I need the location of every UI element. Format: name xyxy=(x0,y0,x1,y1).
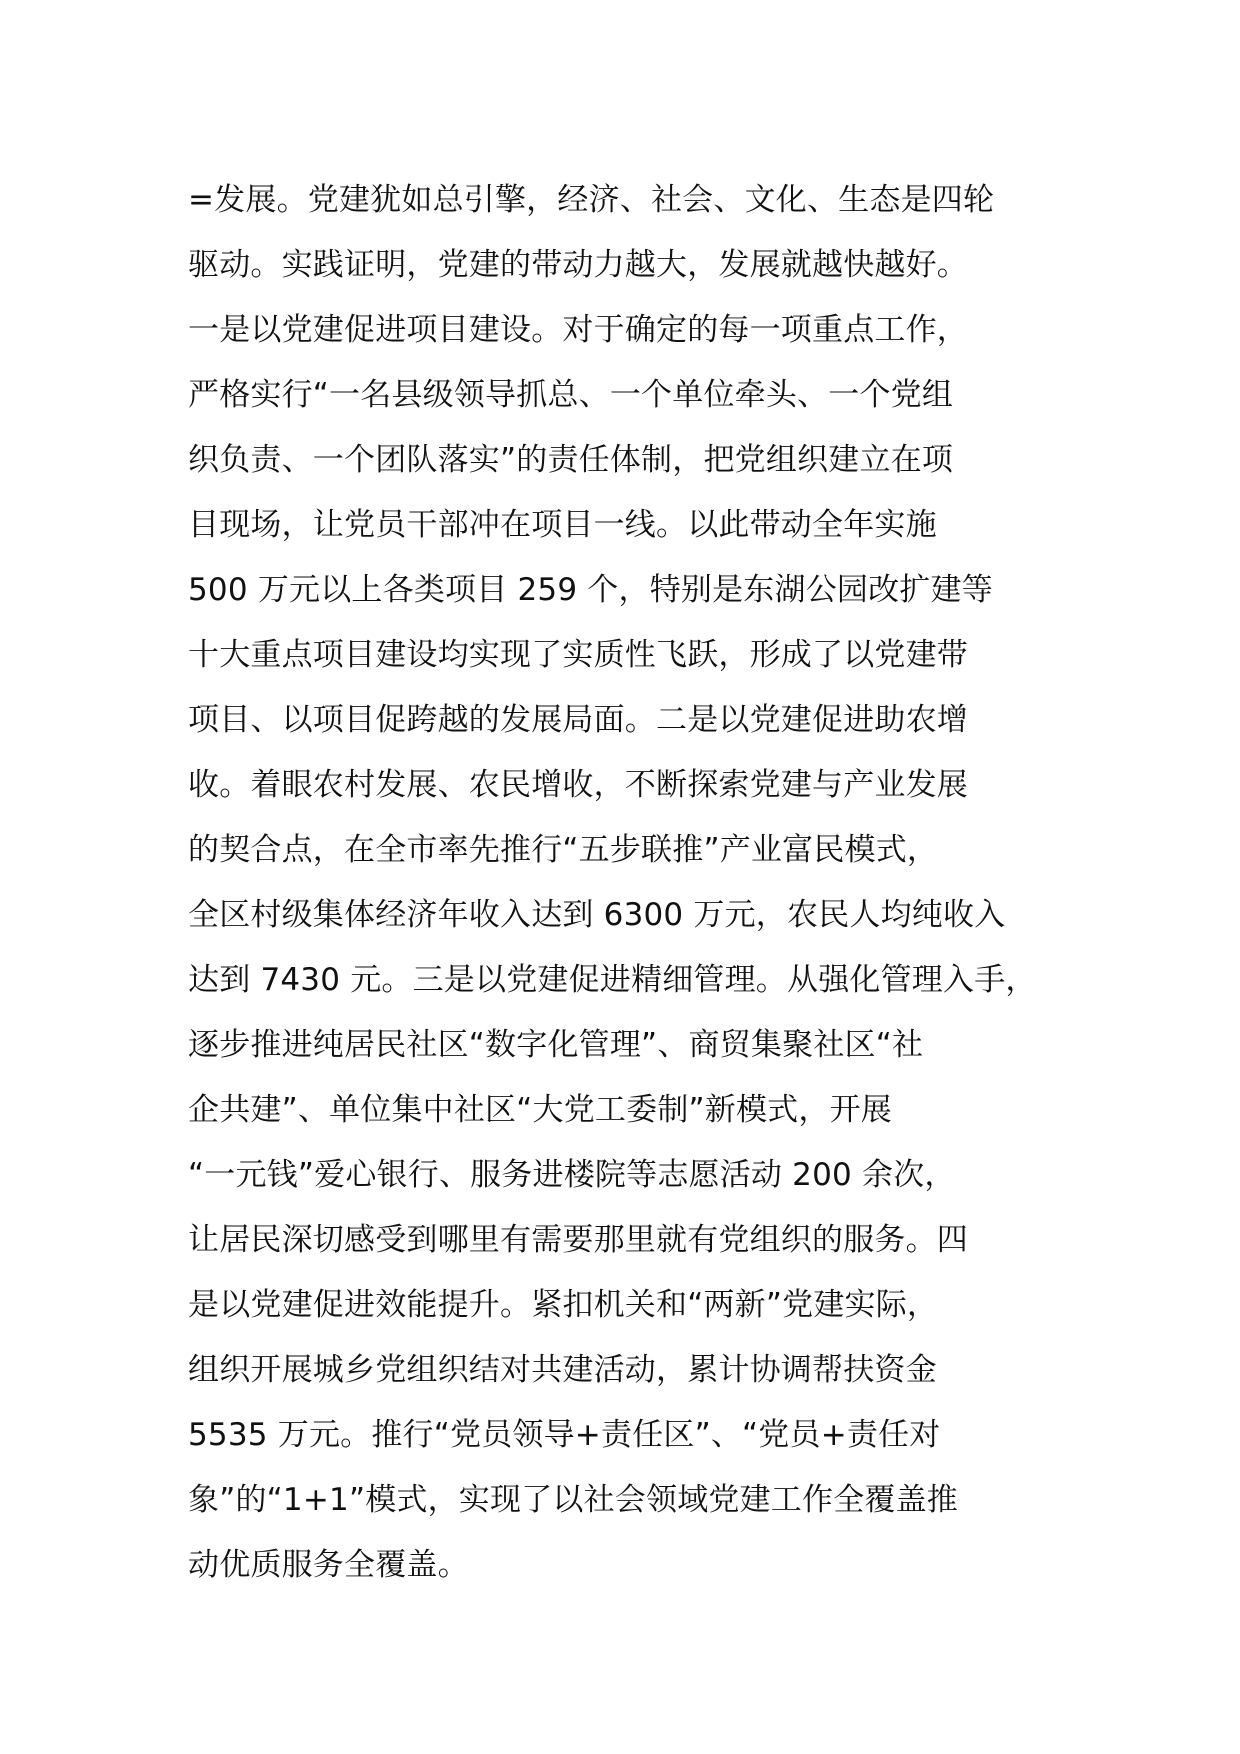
text-line-11: 的契合点，在全市率先推行“五步联推”产业富民模式， xyxy=(188,832,939,868)
text-line-13: 达到 7430 元。三是以党建促进精细管理。从强化管理入手， xyxy=(188,962,1037,998)
text-line-22: 动优质服务全覆盖。 xyxy=(188,1547,469,1583)
text-line-5: 织负责、一个团队落实”的责任体制，把党组织建立在项 xyxy=(188,442,954,478)
text-line-3: 一是以党建促进项目建设。对于确定的每一项重点工作， xyxy=(188,312,968,348)
body-paragraph xyxy=(188,168,1128,1598)
text-line-20: 5535 万元。推行“党员领导+责任区”、“党员+责任对 xyxy=(188,1417,941,1453)
text-line-7: 500 万元以上各类项目 259 个，特别是东湖公园改扩建等 xyxy=(188,572,993,608)
text-line-9: 项目、以项目促跨越的发展局面。二是以党建促进助农增 xyxy=(188,702,968,738)
text-line-6: 目现场，让党员干部冲在项目一线。以此带动全年实施 xyxy=(188,507,937,543)
text-line-18: 是以党建促进效能提升。紧扣机关和“两新”党建实际， xyxy=(188,1287,939,1323)
text-line-16: “一元钱”爱心银行、服务进楼院等志愿活动 200 余次， xyxy=(188,1157,956,1193)
text-line-4: 严格实行“一名县级领导抓总、一个单位牵头、一个党组 xyxy=(188,377,954,413)
text-line-14: 逐步推进纯居民社区“数字化管理”、商贸集聚社区“社 xyxy=(188,1027,924,1063)
text-line-17: 让居民深切感受到哪里有需要那里就有党组织的服务。四 xyxy=(188,1222,968,1258)
text-line-21: 象”的“1+1”模式，实现了以社会领域党建工作全覆盖推 xyxy=(188,1482,958,1518)
text-line-2: 驱动。实践证明，党建的带动力越大，发展就越快越好。 xyxy=(188,247,968,283)
text-line-10: 收。着眼农村发展、农民增收，不断探索党建与产业发展 xyxy=(188,767,968,803)
text-line-12: 全区村级集体经济年收入达到 6300 万元，农民人均纯收入 xyxy=(188,897,1006,933)
text-line-8: 十大重点项目建设均实现了实质性飞跃，形成了以党建带 xyxy=(188,637,968,673)
text-line-1: =发展。党建犹如总引擎，经济、社会、文化、生态是四轮 xyxy=(188,182,995,218)
text-line-19: 组织开展城乡党组织结对共建活动，累计协调帮扶资金 xyxy=(188,1352,937,1388)
text-line-15: 企共建”、单位集中社区“大党工委制”新模式，开展 xyxy=(188,1092,892,1128)
